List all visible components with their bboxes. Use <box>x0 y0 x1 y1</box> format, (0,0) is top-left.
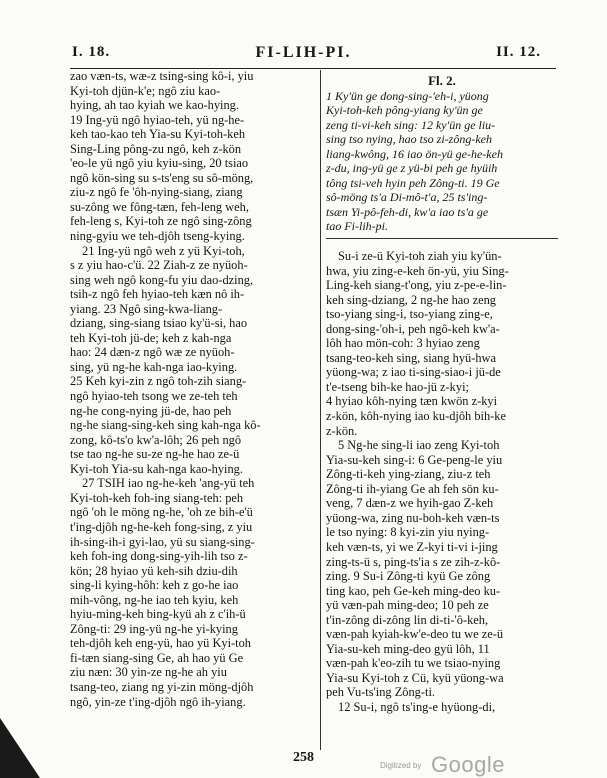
text-line: Sing-Ling pông-zu ngô, keh z-kön <box>70 141 242 156</box>
page-title: FI-LIH-PI. <box>255 44 352 61</box>
text-line: Kyi-toh djün-k'e; ngô ziu kao- <box>70 83 221 98</box>
text-line: t'in-zông di-zông lin di-ti-'ô-keh, <box>326 612 489 627</box>
text-line: feh-leng s, Kyi-toh ze ngô sing-zông <box>70 214 252 229</box>
summary-rule <box>326 238 558 239</box>
page-number: 258 <box>293 750 314 765</box>
text-line: t'e-tseng bih-ke hao-jü z-kyi; <box>326 379 469 394</box>
left-column <box>70 69 314 709</box>
chapter-summary <box>326 89 558 234</box>
text-line: Kyi-toh-keh foh-ing siang-teh: peh <box>70 490 244 505</box>
text-line: ng-he siang-sing-keh sing kah-nga kô- <box>70 418 261 433</box>
text-line: keh tao-kao teh Yia-su Kyi-toh-keh <box>70 127 246 142</box>
text-line: ning-gyiu we teh-djôh tseng-kying. <box>70 229 245 244</box>
text-line: 4 hyiao kôh-nying tæn kwön z-kyi <box>326 394 498 409</box>
text-line: ziu-z ngô fe 'ôh-nying-siang, ziang <box>70 185 243 200</box>
text-line: hwa, yiu zing-e-keh ön-yü, yiu Sing- <box>326 263 509 278</box>
text-line: fi-tæn siang-sing Ge, ah hao yü Ge <box>70 650 244 665</box>
text-line: ih-sing-ih-i gyi-lao, yü su siang-sing- <box>70 534 255 549</box>
text-line: zing-ts-ü s, ping-ts'ia s ze zih-z-kô- <box>326 554 501 569</box>
text-line: tso-yiang sing-i, tso-yiang zing-e, <box>326 307 493 322</box>
text-line: 1 Ky'ün ge dong-sing-'eh-i, yüong <box>326 88 489 103</box>
text-line: yiang. 23 Ngô sing-kwa-liang- <box>70 301 223 316</box>
text-line: Zông-ti: 29 ing-yü ng-he yi-kying <box>70 621 238 636</box>
text-line: sing-li kying-hôh: keh z go-he iao <box>70 578 239 593</box>
chapter-left: I. 18. <box>72 44 111 60</box>
text-line: keh væn-ts, yi we Z-kyi ti-vi i-jing <box>326 539 498 554</box>
text-line: sing tso nying, hao tso zi-zông-keh <box>326 132 492 147</box>
text-line: tsih-z ngô feh hyiao-teh kæn nô ih- <box>70 287 245 302</box>
text-line: 21 Ing-yü ngô weh z yü Kyi-toh, <box>82 243 245 258</box>
text-line: t'ing-djôh ng-he-keh fong-sing, z yiu <box>70 519 253 534</box>
text-line: 25 Keh kyi-zin z ngô toh-zih siang- <box>70 374 247 389</box>
text-line: zao væn-ts, wæ-z tsing-sing kô-i, yiu <box>70 69 254 83</box>
text-line: lôh hao mön-coh: 3 hyiao zeng <box>326 336 480 351</box>
text-line: hying, ah tao kyiah we kao-hying. <box>70 98 239 113</box>
google-logo: Google <box>431 752 505 777</box>
text-line: s z yiu hao-c'ü. 22 Ziah-z ze nyüoh- <box>70 258 248 273</box>
text-line: Yia-su Kyi-toh z Cü, kyü yüong-wa <box>326 670 504 685</box>
text-line: 27 TSIH iao ng-he-keh 'ang-yü teh <box>82 476 255 491</box>
corner-mark <box>0 718 40 778</box>
text-line: Kyi-toh-keh pông-yiang ky'ün ge <box>326 103 483 118</box>
text-line: Zông-ti-keh ying-ziang, ziu-z teh <box>326 467 491 482</box>
text-line: væn-pah kyiah-kw'e-deo tu we ze-ü <box>326 627 504 642</box>
chapter-summary-heading: Fl. 2. <box>428 73 456 88</box>
text-line: Yia-su-keh ming-deo gyü lôh, 11 <box>326 641 490 656</box>
chapter-right: II. 12. <box>496 44 541 60</box>
text-line: dong-sing-'oh-i, peh ngô-keh kw'a- <box>326 321 500 336</box>
text-line: tsæn Yi-pô-feh-di, kw'a iao ts'a ge <box>326 204 489 219</box>
text-line: yüong-wa, zing nu-boh-keh væn-ts <box>326 510 500 525</box>
text-line: væn-pah k'eo-zih tu we tsiao-nying <box>326 656 501 671</box>
text-line: yüong-wa; z iao ti-sing-siao-i jü-de <box>326 365 501 380</box>
text-line: mih-vông, ng-he iao teh kyiu, keh <box>70 592 239 607</box>
text-line: Yia-su-keh sing-i: 6 Ge-peng-le yiu <box>326 452 503 467</box>
text-line: z-kön. <box>326 423 358 438</box>
digitized-by-text: Digitized by <box>380 761 422 770</box>
text-line: Su-i ze-ü Kyi-toh ziah yiu ky'ün- <box>338 249 502 264</box>
page-header <box>0 44 607 68</box>
text-line: tsang-teo-keh sing, siang hyü-hwa <box>326 350 496 365</box>
text-line: tông tsi-veh hyin peh Zông-ti. 19 Ge <box>326 175 500 190</box>
text-line: zong, kô-ts'o kw'a-lôh; 26 peh ngô <box>70 432 242 447</box>
right-column-text <box>326 249 558 715</box>
text-line: ngô 'oh le möng ng-he, 'oh ze bih-e'ü <box>70 505 253 520</box>
text-line: 5 Ng-he sing-li iao zeng Kyi-toh <box>338 438 500 453</box>
text-line: 'eo-le yü ngô yiu kyiu-sing, 20 tsiao <box>70 156 249 171</box>
text-line: zing. 9 Su-i Zông-ti kyü Ge zông <box>326 569 491 584</box>
text-line: hao: 24 dæn-z ngô wæ ze nyüoh- <box>70 345 235 360</box>
text-line: tsang-teo, ziang ng yi-zin möng-djôh <box>70 679 254 694</box>
text-line: keh sing-dziang, 2 ng-he hao zeng <box>326 292 496 307</box>
text-line: ngô kön-sing su s-ts'eng su sô-möng, <box>70 170 254 185</box>
text-line: 12 Su-i, ngô ts'ing-e hyüong-di, <box>338 699 496 714</box>
text-line: peh Vu-ts'ing Zông-ti. <box>326 685 435 700</box>
text-line: ting kao, peh Ge-keh ming-deo ku- <box>326 583 501 598</box>
text-line: ziu næn: 30 yin-ze ng-he ah yiu <box>70 665 227 680</box>
text-line: ng-he cong-nying jü-de, hao peh <box>70 403 232 418</box>
text-line: kön; 28 hyiao yü keh-sih dziu-dih <box>70 563 238 578</box>
text-line: ngô, yin-ze t'ing-djôh ngô ih-yiang. <box>70 694 246 709</box>
text-line: tao Fi-lih-pi. <box>326 219 388 234</box>
text-line: sô-möng ts'a Di-mô-t'a, 25 ts'ing- <box>326 190 488 205</box>
text-line: sing, yü ng-he kah-nga iao-kying. <box>70 359 238 374</box>
text-line: su-zông we fông-tæn, feh-leng weh, <box>70 199 249 214</box>
text-line: 19 Ing-yü ngô hyiao-teh, yü ng-he- <box>70 112 245 127</box>
text-line: dziang, sing-siang tsiao ky'ü-si, hao <box>70 316 248 331</box>
text-line: Kyi-toh Yia-su kah-nga kao-hying. <box>70 461 243 476</box>
text-line: le tso nying: 8 kyi-zin yiu nying- <box>326 525 490 540</box>
text-line: z-du, ing-yü ge z yü-bi peh ge hyüih <box>326 161 498 176</box>
right-column <box>326 72 558 715</box>
text-line: Ling-keh siang-t'ong, yiu z-pe-e-lin- <box>326 278 507 293</box>
text-line: sing weh ngô kong-fu yiu dao-dzing, <box>70 272 254 287</box>
text-line: teh-djôh keh eng-yü, hao yü Kyi-toh <box>70 636 252 651</box>
text-line: teh Kyi-toh jü-de; keh z kah-nga <box>70 330 232 345</box>
text-line: veng, 7 dæn-z we hyih-gao Z-keh <box>326 496 494 511</box>
text-line: zeng ti-vi-keh sing: 12 ky'ün ge liu- <box>326 117 496 132</box>
text-line: tse tao ng-he su-ze ng-he hao ze-ü <box>70 447 240 462</box>
text-line: liang-kwông, 16 iao ön-yü ge-he-keh <box>326 146 503 161</box>
text-line: z-kön, kôh-nying iao ku-djôh bih-ke <box>326 409 506 424</box>
text-line: yü væn-pah ming-deo; 10 peh ze <box>326 598 489 613</box>
text-line: hyiu-ming-keh bing-kyü ah z c'ih-ü <box>70 607 246 622</box>
text-line: keh foh-ing dong-sing-yih-lih tso z- <box>70 549 248 564</box>
text-line: ngô hyiao-teh tsong we ze-teh teh <box>70 389 238 404</box>
column-divider <box>320 70 321 750</box>
text-line: Zông-ti ih-yiang Ge ah feh sön ku- <box>326 481 499 496</box>
